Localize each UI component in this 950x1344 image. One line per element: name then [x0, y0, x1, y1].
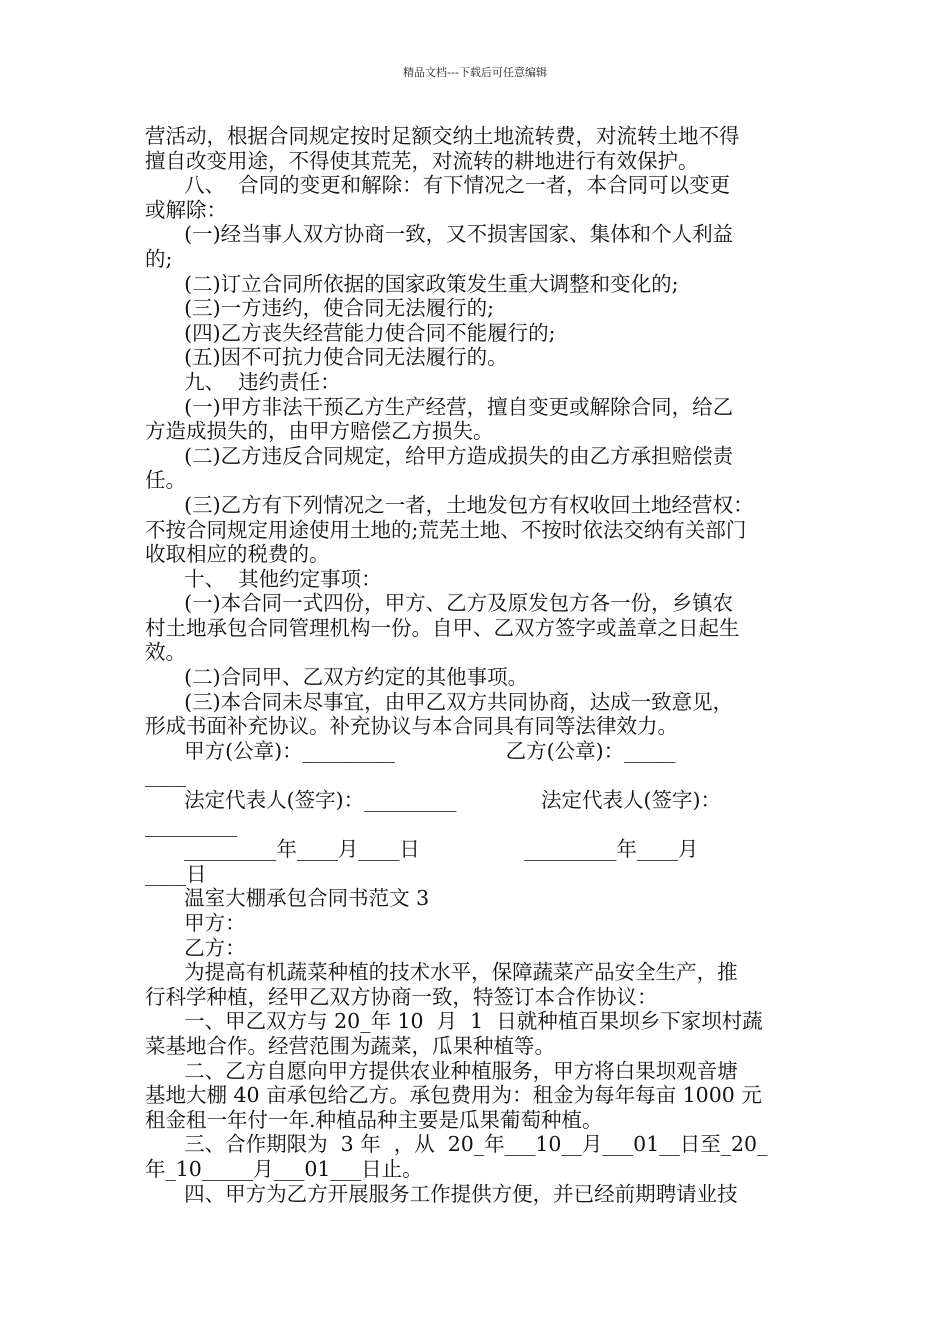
- text-line: (二)乙方违反合同规定，给甲方造成损失的由乙方承担赔偿责: [145, 443, 734, 468]
- text-line: 一、甲乙双方与 20_年 10 月 1 日就种植百果坝乡下家坝村蔬: [145, 1009, 763, 1034]
- text-line: 擅自改变用途，不得使其荒芜，对流转的耕地进行有效保护。: [145, 148, 699, 173]
- text-line: _________年____月____日 _________年____月: [145, 837, 699, 862]
- text-line: 任。: [145, 468, 186, 493]
- text-line: 收取相应的税费的。: [145, 542, 330, 567]
- text-line: 法定代表人(签字)：_________ 法定代表人(签字)：: [145, 788, 722, 813]
- text-line: 温室大棚承包合同书范文 3: [145, 886, 430, 911]
- text-line: 村土地承包合同管理机构一份。自甲、乙双方签字或盖章之日起生: [145, 615, 740, 640]
- text-line: 菜基地合作。经营范围为蔬菜，瓜果种植等。: [145, 1033, 555, 1058]
- text-line: 二、乙方自愿向甲方提供农业种植服务，甲方将白果坝观音塘: [145, 1058, 738, 1083]
- text-line: 形成书面补充协议。补充协议与本合同具有同等法律效力。: [145, 714, 678, 739]
- text-line: 的;: [145, 246, 173, 271]
- text-line: 乙方：: [145, 935, 246, 960]
- text-line: (五)因不可抗力使合同无法履行的。: [145, 345, 508, 370]
- text-line: 年_10_____月___01___日止。: [145, 1156, 423, 1181]
- text-line: 效。: [145, 640, 186, 665]
- text-line: 或解除：: [145, 197, 227, 222]
- text-line: (四)乙方丧失经营能力使合同不能履行的;: [145, 320, 556, 345]
- text-line: 不按合同规定用途使用土地的;荒芜土地、不按时依法交纳有关部门: [145, 517, 747, 542]
- text-line: (一)本合同一式四份，甲方、乙方及原发包方各一份，乡镇农: [145, 591, 734, 616]
- text-line: (一)经当事人双方协商一致，又不损害国家、集体和个人利益: [145, 222, 734, 247]
- text-line: 甲方(公章)：_________ 乙方(公章)：_____: [145, 738, 676, 763]
- text-line: 基地大棚 40 亩承包给乙方。承包费用为：租金为每年每亩 1000 元: [145, 1083, 762, 1108]
- text-line: 甲方：: [145, 911, 246, 935]
- text-line: 行科学种植，经甲乙双方协商一致，特签订本合作协议：: [145, 984, 658, 1009]
- text-line: 九、 违约责任：: [145, 369, 341, 394]
- text-line: 四、甲方为乙方开展服务工作提供方便，并已经前期聘请业技: [145, 1181, 738, 1206]
- text-line: (一)甲方非法干预乙方生产经营，擅自变更或解除合同，给乙: [145, 394, 734, 419]
- text-line: 八、 合同的变更和解除：有下情况之一者，本合同可以变更: [145, 173, 731, 198]
- text-line: (二)订立合同所依据的国家政策发生重大调整和变化的;: [145, 271, 679, 296]
- document-body: [145, 124, 815, 1206]
- page-header: 精品文档---下载后可任意编辑: [403, 66, 547, 79]
- text-line: ____: [145, 763, 186, 788]
- text-line: _________: [145, 812, 238, 837]
- text-line: 为提高有机蔬菜种植的技术水平，保障蔬菜产品安全生产，推: [145, 960, 738, 985]
- text-line: (三)乙方有下列情况之一者，土地发包方有权收回土地经营权：: [145, 492, 754, 517]
- text-line: (三)一方违约，使合同无法履行的;: [145, 296, 494, 321]
- text-line: ____日: [145, 861, 207, 886]
- text-line: 方造成损失的，由甲方赔偿乙方损失。: [145, 419, 494, 444]
- text-line: 租金租一年付一年.种植品种主要是瓜果葡萄种植。: [145, 1107, 603, 1132]
- text-line: (二)合同甲、乙双方约定的其他事项。: [145, 665, 529, 690]
- text-line: 营活动，根据合同规定按时足额交纳土地流转费，对流转土地不得: [145, 124, 740, 148]
- text-line: 十、 其他约定事项：: [145, 566, 382, 591]
- text-line: 三、合作期限为 3 年 ，从 20_年___10__月___01__日至_20_: [145, 1132, 768, 1157]
- text-line: (三)本合同未尽事宜，由甲乙双方共同协商，达成一致意见，: [145, 689, 734, 714]
